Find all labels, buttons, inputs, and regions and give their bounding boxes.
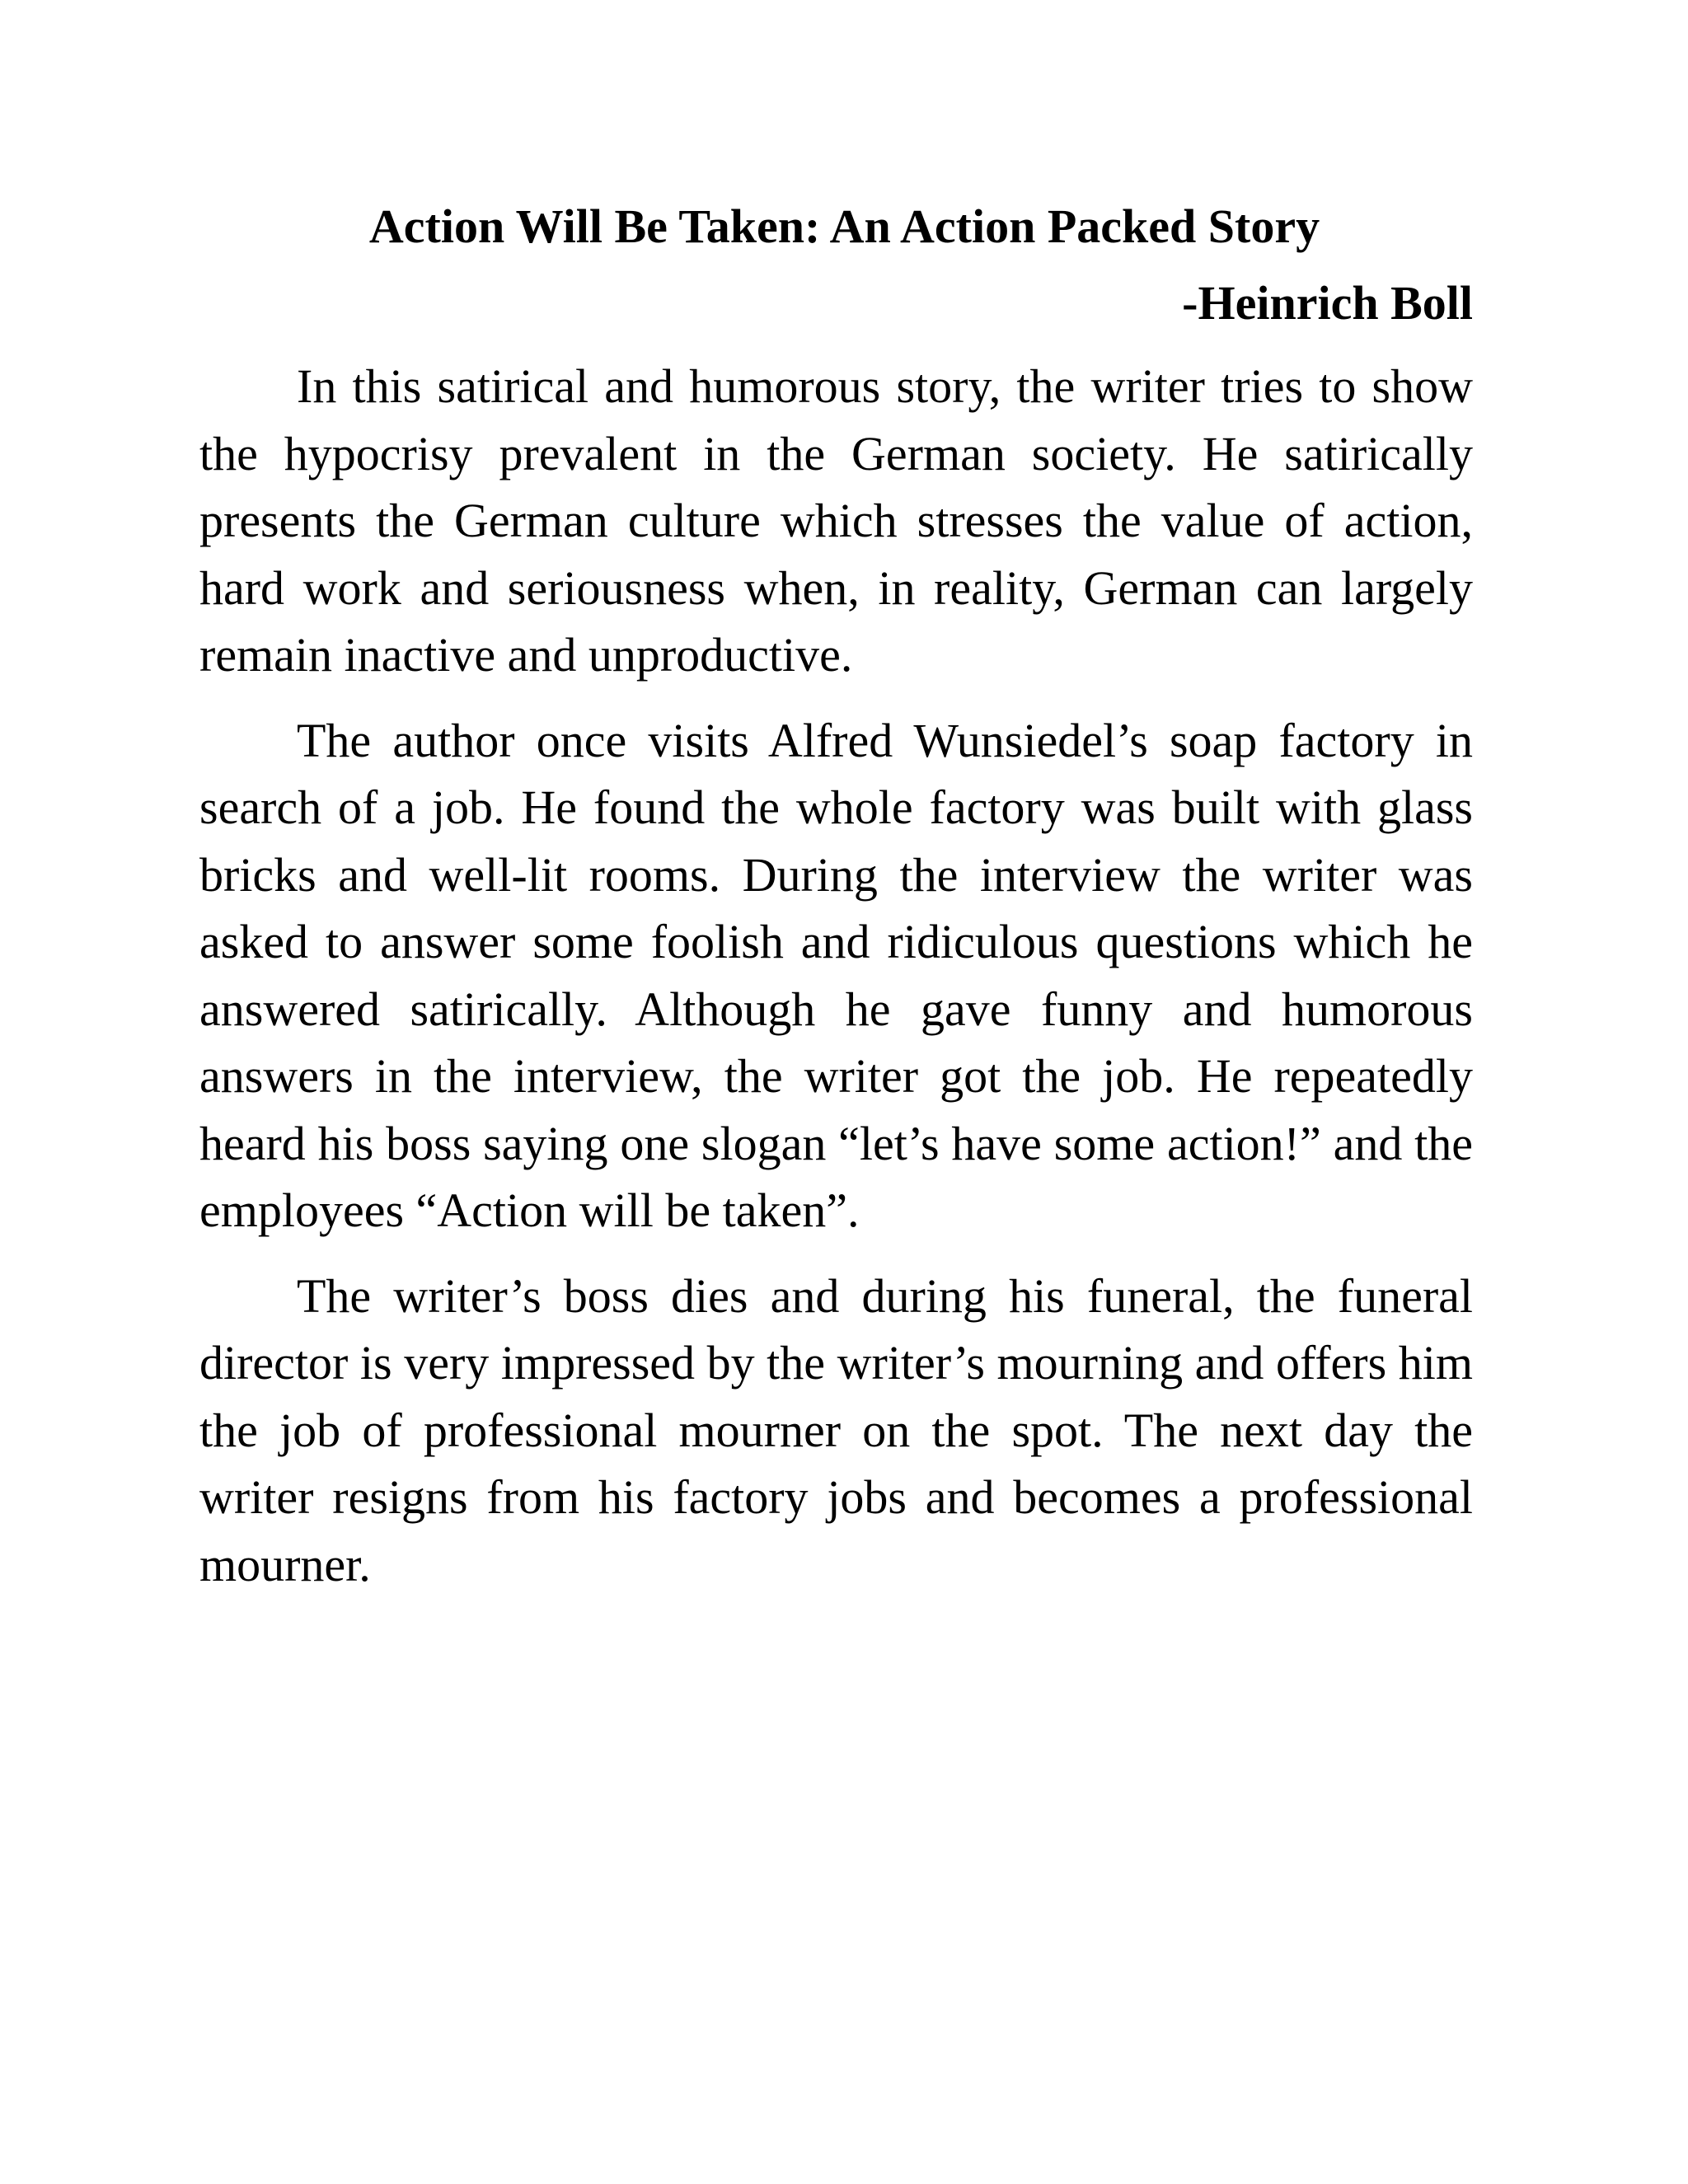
paragraph-3: The writer’s boss dies and during his funeral, the funeral director is very impressed by the writer’s mourning and offers him the job of professional mourner on the spot. The next day the writer resigns from his factory jobs and becomes a professional mourner. xyxy=(199,1268,1473,1591)
document-author: -Heinrich Boll xyxy=(1182,276,1473,330)
paragraph-2: The author once visits Alfred Wunsiedel’s soap factory in search of a job. He found the whole factory was built with glass bricks and well-lit rooms. During the interview the writer was asked to answer some foolish and ridiculous questions which he answered satirically. Although he gave funny and humorous answers in the interview, the writer got the job. He repeatedly heard his boss saying one slogan “let’s have some action!” and the employees “Action will be taken”. xyxy=(199,713,1473,1237)
paragraph-1: In this satirical and humorous story, the writer tries to show the hypocrisy prevalent in the German society. He satirically presents the German culture which stresses the value of action, hard work and seriousness when, in reality, German can largely remain inactive and unproductive. xyxy=(199,359,1473,682)
document-body xyxy=(199,190,1473,1598)
document-title: Action Will Be Taken: An Action Packed Story xyxy=(368,199,1320,253)
